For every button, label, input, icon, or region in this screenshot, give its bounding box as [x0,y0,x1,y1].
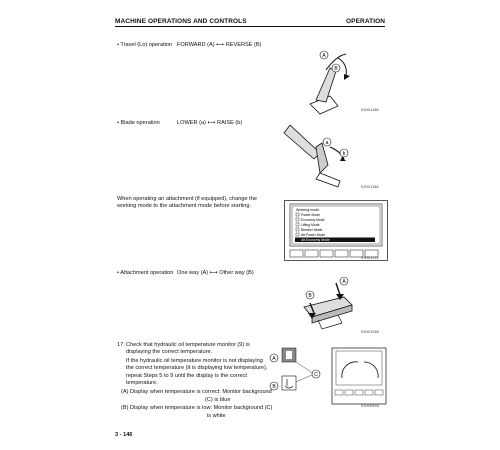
fig4-label-a: A [342,279,346,285]
fig2-label-a: a [325,140,329,146]
step17-text2: If the hydraulic oil temperature monitor is not displaying the correct temperature (it is displaying low temperature), repeat Steps 5 to 9 until the display is the correct temperature. [126,358,268,387]
menu-item-6: Att.Economy Mode [301,238,330,242]
blade-action: LOWER (a) ⟷ RAISE (b) [177,120,243,126]
attachment-label: • Attachment operation [117,270,174,276]
figure-blade-lever [280,125,386,191]
travel-action: FORWARD (A) ⟷ REVERSE (B) [177,42,262,48]
travel-label: • Travel (Lo) operation [117,42,173,48]
blade-label: • Blade operation [117,120,160,126]
menu-item-5: Att.Power Mode [301,233,326,237]
attachment-intro: When operating an attachment (if equipped), change the working mode to the attachment mode before starting. [117,196,257,210]
display-a-label: (A) Display when temperature is correct: Monitor background [121,389,272,395]
fig1-label-a: A [322,53,326,59]
fig3-caption: 9JH01221 [361,256,379,260]
fig5-label-c: C [314,372,318,378]
header-section: OPERATION [346,18,386,25]
attachment-action: One way (A) ⟷ Other way (B) [177,270,254,276]
step-number: 17. [117,342,125,348]
page-number: 3 - 146 [115,432,133,438]
fig2-label-b: b [342,151,346,157]
header-title: MACHINE OPERATIONS AND CONTROLS [115,18,247,25]
fig5-caption: 9JH00846 [361,404,379,408]
menu-item-1: Power Mode [301,213,321,217]
figure-attachment-pedal [282,275,386,335]
header-rule [115,26,385,27]
fig4-caption: 9JH01089 [361,330,379,334]
menu-item-2: Economy Mode [301,218,325,222]
fig5-label-b: B [272,384,276,390]
step17-text: Check that hydraulic oil temperature monitor (9) is displaying the correct temperature. [126,342,250,356]
fig1-caption: 9JH01186 [361,108,379,112]
display-b-value: is white [207,413,226,419]
fig1-label-b: B [334,66,338,72]
display-b-label: (B) Display when temperature is low: Monitor background (C) [121,405,273,411]
fig5-label-a: A [272,356,276,362]
menu-item-3: Lifting Mode [301,223,320,227]
menu-title: Working mode [296,208,320,212]
figure-oil-temp-monitor [268,346,388,412]
figure-monitor [284,200,388,262]
display-a-value: (C) is blue [205,397,231,403]
fig2-caption: 9JH01188 [361,185,379,189]
figure-travel-lever [290,44,386,116]
menu-item-4: Breaker Mode [301,228,323,232]
fig4-label-b: B [308,293,312,299]
